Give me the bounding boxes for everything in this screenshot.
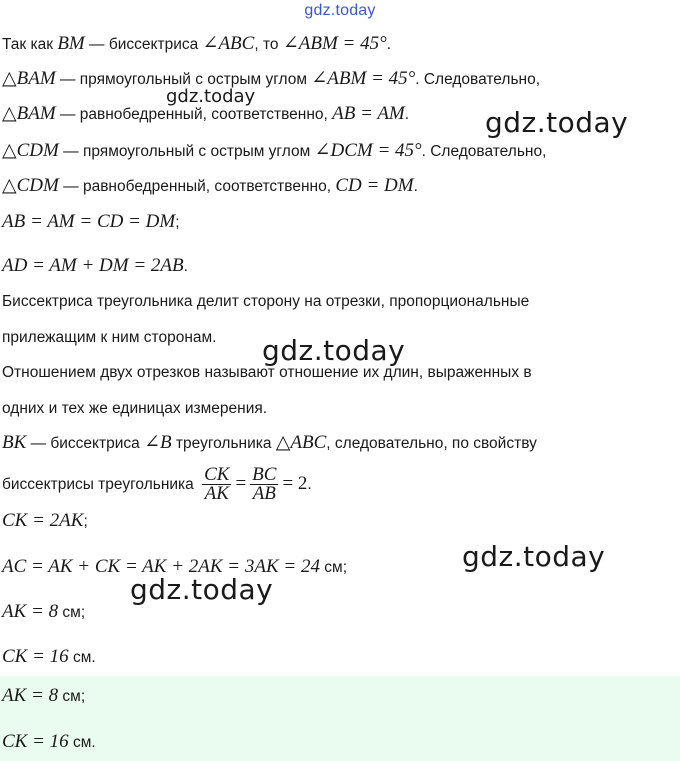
- formula: ∠DCM = 45°: [314, 140, 422, 161]
- text: . Следовательно,: [421, 143, 547, 160]
- text: .: [183, 258, 188, 275]
- text: см;: [319, 559, 348, 576]
- text: .: [307, 476, 312, 493]
- line-5: [2, 174, 418, 199]
- text: Отношением двух отрезков называют отношение их длин, выраженных в: [2, 364, 532, 381]
- text: ;: [83, 513, 88, 530]
- watermark-small: gdz.today: [166, 86, 256, 107]
- formula: △CDM: [2, 175, 59, 196]
- formula: BM: [57, 33, 85, 54]
- text: .: [386, 36, 392, 53]
- formula: AB = AM = CD = DM: [2, 211, 176, 232]
- numerator: CK: [204, 464, 230, 486]
- answer-box: [0, 676, 680, 761]
- text: см;: [58, 688, 86, 705]
- text: — прямоугольный с острым углом: [58, 143, 315, 160]
- denominator: AB: [252, 483, 276, 505]
- line-8: [2, 290, 529, 314]
- line-9: [2, 326, 216, 350]
- formula: AK = 8: [2, 685, 59, 706]
- watermark: gdz.today: [462, 540, 606, 573]
- line-11: [2, 397, 267, 421]
- formula: △BAM: [2, 103, 56, 124]
- answer-line-2: [2, 730, 96, 755]
- formula: △BAM: [2, 68, 56, 89]
- line-12: [2, 431, 537, 456]
- formula: =: [235, 473, 247, 494]
- formula: CK = 2AK: [2, 510, 84, 531]
- watermark: gdz.today: [130, 573, 274, 606]
- fraction-bc-ab: [250, 466, 278, 503]
- text: — прямоугольный с острым углом: [55, 71, 312, 88]
- line-13: [2, 462, 312, 507]
- text: , то: [254, 36, 283, 53]
- text: — равнобедренный, соответственно,: [55, 106, 333, 123]
- text: ;: [175, 214, 180, 231]
- text: — равнобедренный, соответственно,: [58, 178, 336, 195]
- formula: = 2: [282, 473, 308, 494]
- text: см.: [68, 734, 96, 751]
- line-14: [2, 509, 88, 534]
- line-17: [2, 645, 96, 670]
- text: — биссектриса: [26, 435, 145, 452]
- formula: AK = 8: [2, 601, 59, 622]
- text: Так как: [2, 36, 58, 53]
- numerator: BC: [252, 464, 277, 486]
- text: одних и тех же единицах измерения.: [2, 400, 268, 417]
- text: треугольника: [171, 435, 276, 452]
- line-4: [2, 139, 546, 164]
- text: .: [404, 106, 410, 123]
- text: Биссектриса треугольника делит сторону на отрезки, пропорциональные: [2, 293, 530, 310]
- formula: AD = AM + DM = 2AB: [2, 255, 184, 276]
- line-16: [2, 600, 85, 625]
- fraction-ck-ak: [202, 466, 231, 503]
- formula: △CDM: [2, 140, 59, 161]
- formula: ∠B: [144, 432, 172, 453]
- text: . Следовательно,: [415, 71, 541, 88]
- text: см.: [68, 649, 96, 666]
- formula: △ABC: [275, 432, 327, 453]
- line-7: [2, 254, 188, 279]
- text: см;: [58, 604, 86, 621]
- watermark: gdz.today: [485, 106, 629, 139]
- formula: BK: [2, 432, 27, 453]
- text: , следовательно, по свойству: [326, 435, 537, 452]
- formula: ∠ABM = 45°: [311, 68, 416, 89]
- formula: CD = DM: [335, 175, 414, 196]
- text: .: [413, 178, 418, 195]
- top-watermark: gdz.today: [304, 2, 376, 19]
- formula: CK = 16: [2, 731, 69, 752]
- formula: ∠ABC: [202, 33, 255, 54]
- formula: CK = 16: [2, 646, 69, 667]
- line-1: [2, 32, 391, 57]
- line-6: [2, 210, 180, 235]
- answer-line-1: [2, 684, 85, 709]
- formula: AC = AK + CK = AK + 2AK = 3AK = 24: [2, 556, 320, 577]
- formula: AB = AM: [332, 103, 405, 124]
- text: — биссектриса: [84, 36, 203, 53]
- denominator: AK: [204, 483, 229, 505]
- formula: ∠ABM = 45°: [282, 33, 387, 54]
- text: биссектрисы треугольника: [2, 476, 199, 493]
- text: прилежащим к ним сторонам.: [2, 329, 217, 346]
- line-2: [2, 67, 540, 92]
- watermark: gdz.today: [262, 334, 406, 367]
